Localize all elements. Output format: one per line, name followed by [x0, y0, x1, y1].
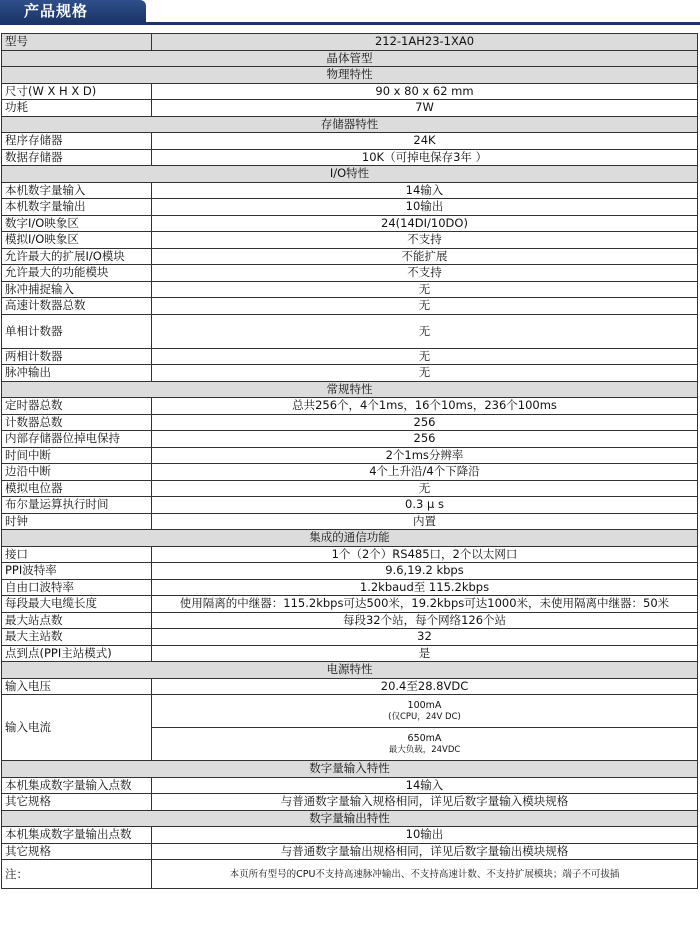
- section-header-row: [2, 67, 698, 84]
- current-value: 650mA: [407, 732, 442, 744]
- spec-value: 32: [152, 629, 698, 646]
- spec-row: [2, 398, 698, 415]
- spec-row: [2, 695, 698, 728]
- model-row: [2, 34, 698, 51]
- spec-row: [2, 645, 698, 662]
- spec-value: 1个（2个）RS485口，2个以太网口: [152, 546, 698, 563]
- section-header-row: [2, 761, 698, 778]
- spec-label: 本机数字量输出: [2, 199, 152, 216]
- spec-value: 使用隔离的中继器：115.2kbps可达500米，19.2kbps可达1000米，未使用隔离中继器：50米: [152, 596, 698, 613]
- spec-value: 4个上升沿/4个下降沿: [152, 464, 698, 481]
- note-row: [2, 860, 698, 889]
- spec-label: 注：: [2, 860, 152, 889]
- spec-value: 14输入: [152, 182, 698, 199]
- spec-value: 20.4至28.8VDC: [152, 678, 698, 695]
- spec-value: 90 x 80 x 62 mm: [152, 83, 698, 100]
- spec-row: [2, 447, 698, 464]
- spec-row: [2, 83, 698, 100]
- spec-label: 其它规格: [2, 794, 152, 811]
- spec-row: [2, 497, 698, 514]
- spec-value: 不能扩展: [152, 248, 698, 265]
- spec-row: [2, 563, 698, 580]
- spec-label: 输入电流: [2, 695, 152, 761]
- spec-label: 数据存储器: [2, 149, 152, 166]
- spec-row: [2, 414, 698, 431]
- spec-row: [2, 579, 698, 596]
- spec-table: [1, 33, 698, 889]
- spec-label: 其它规格: [2, 843, 152, 860]
- section-header-row: [2, 166, 698, 183]
- spec-row: [2, 133, 698, 150]
- section-header: 电源特性: [2, 662, 698, 679]
- spec-label: 计数器总数: [2, 414, 152, 431]
- section-header: 数字量输入特性: [2, 761, 698, 778]
- spec-value: 256: [152, 414, 698, 431]
- spec-value: 10输出: [152, 199, 698, 216]
- spec-row: [2, 431, 698, 448]
- spec-row: [2, 596, 698, 613]
- current-note: 最大负载，24VDC: [388, 744, 461, 755]
- spec-label: 自由口波特率: [2, 579, 152, 596]
- spec-label: 最大主站数: [2, 629, 152, 646]
- spec-value: 1.2kbaud至 115.2kbps: [152, 579, 698, 596]
- spec-label: 内部存储器位掉电保持: [2, 431, 152, 448]
- spec-row: [2, 827, 698, 844]
- spec-value: [152, 728, 698, 761]
- spec-row: [2, 182, 698, 199]
- spec-value: 7W: [152, 100, 698, 117]
- spec-value: 内置: [152, 513, 698, 530]
- spec-value: 本页所有型号的CPU不支持高速脉冲输出、不支持高速计数、不支持扩展模块；端子不可拔插: [152, 860, 698, 889]
- spec-label: 接口: [2, 546, 152, 563]
- spec-value: 10K（可掉电保存3年 ）: [152, 149, 698, 166]
- spec-row: [2, 612, 698, 629]
- section-header-row: [2, 530, 698, 547]
- spec-label: PPI波特率: [2, 563, 152, 580]
- title-underline: [0, 22, 700, 25]
- section-header: I/O特性: [2, 166, 698, 183]
- spec-row: [2, 629, 698, 646]
- spec-row: [2, 298, 698, 315]
- spec-label: 时钟: [2, 513, 152, 530]
- spec-row: [2, 513, 698, 530]
- spec-value: [152, 695, 698, 728]
- spec-label: 允许最大的功能模块: [2, 265, 152, 282]
- spec-row: [2, 546, 698, 563]
- spec-row: [2, 232, 698, 249]
- spec-value: 无: [152, 314, 698, 348]
- spec-value: 是: [152, 645, 698, 662]
- spec-label: 脉冲输出: [2, 365, 152, 382]
- section-header-row: [2, 381, 698, 398]
- section-header: 常规特性: [2, 381, 698, 398]
- spec-label: 时间中断: [2, 447, 152, 464]
- section-header-row: [2, 810, 698, 827]
- spec-value: 每段32个站，每个网络126个站: [152, 612, 698, 629]
- spec-label: 点到点(PPI主站模式): [2, 645, 152, 662]
- spec-value: 256: [152, 431, 698, 448]
- spec-value: 24(14DI/10DO): [152, 215, 698, 232]
- spec-row: [2, 281, 698, 298]
- spec-label: 允许最大的扩展I/O模块: [2, 248, 152, 265]
- spec-row: [2, 215, 698, 232]
- current-note: (仅CPU，24V DC): [388, 711, 461, 722]
- spec-row: [2, 100, 698, 117]
- spec-value: 无: [152, 365, 698, 382]
- spec-label: 布尔量运算执行时间: [2, 497, 152, 514]
- spec-label: 高速计数器总数: [2, 298, 152, 315]
- spec-label: 本机数字量输入: [2, 182, 152, 199]
- spec-value: 10输出: [152, 827, 698, 844]
- spec-value: 0.3 μ s: [152, 497, 698, 514]
- section-header-row: [2, 50, 698, 67]
- spec-label: 尺寸(W X H X D): [2, 83, 152, 100]
- spec-value: 无: [152, 480, 698, 497]
- spec-label: 模拟电位器: [2, 480, 152, 497]
- section-header: 数字量输出特性: [2, 810, 698, 827]
- spec-label: 两相计数器: [2, 348, 152, 365]
- spec-label: 最大站点数: [2, 612, 152, 629]
- spec-row: [2, 678, 698, 695]
- spec-label: 输入电压: [2, 678, 152, 695]
- spec-label: 本机集成数字量输入点数: [2, 777, 152, 794]
- section-header: 物理特性: [2, 67, 698, 84]
- spec-value: 总共256个，4个1ms，16个10ms，236个100ms: [152, 398, 698, 415]
- spec-row: [2, 248, 698, 265]
- spec-row: [2, 199, 698, 216]
- spec-value: 不支持: [152, 232, 698, 249]
- page-title: 产品规格: [24, 2, 89, 20]
- spec-row: [2, 348, 698, 365]
- spec-row: [2, 480, 698, 497]
- spec-label: 每段最大电缆长度: [2, 596, 152, 613]
- spec-row: [2, 777, 698, 794]
- spec-value: 9.6,19.2 kbps: [152, 563, 698, 580]
- spec-label: 脉冲捕捉输入: [2, 281, 152, 298]
- section-header: 集成的通信功能: [2, 530, 698, 547]
- spec-value: 不支持: [152, 265, 698, 282]
- title-tab: [0, 0, 146, 22]
- spec-value: 无: [152, 348, 698, 365]
- section-header: 存储器特性: [2, 116, 698, 133]
- spec-row: [2, 149, 698, 166]
- spec-row: [2, 794, 698, 811]
- spec-label: 模拟I/O映象区: [2, 232, 152, 249]
- spec-value: 与普通数字量输入规格相同，详见后数字量输入模块规格: [152, 794, 698, 811]
- spec-value: 24K: [152, 133, 698, 150]
- spec-label: 程序存储器: [2, 133, 152, 150]
- spec-label: 单相计数器: [2, 314, 152, 348]
- spec-row: [2, 464, 698, 481]
- current-value: 100mA: [407, 699, 442, 711]
- spec-value: 2个1ms分辨率: [152, 447, 698, 464]
- spec-label: 定时器总数: [2, 398, 152, 415]
- spec-value: 与普通数字量输出规格相同，详见后数字量输出模块规格: [152, 843, 698, 860]
- section-header-row: [2, 662, 698, 679]
- spec-row: [2, 843, 698, 860]
- spec-table-body: [2, 34, 698, 889]
- spec-label: 功耗: [2, 100, 152, 117]
- spec-value: 无: [152, 281, 698, 298]
- spec-value: 无: [152, 298, 698, 315]
- title-bar: [0, 0, 700, 24]
- spec-value: 14输入: [152, 777, 698, 794]
- spec-label: 型号: [2, 34, 152, 51]
- spec-label: 边沿中断: [2, 464, 152, 481]
- spec-label: 数字I/O映象区: [2, 215, 152, 232]
- spec-row: [2, 314, 698, 348]
- spec-row: [2, 365, 698, 382]
- spec-value: 212-1AH23-1XA0: [152, 34, 698, 51]
- section-header: 晶体管型: [2, 50, 698, 67]
- spec-row: [2, 265, 698, 282]
- section-header-row: [2, 116, 698, 133]
- spec-label: 本机集成数字量输出点数: [2, 827, 152, 844]
